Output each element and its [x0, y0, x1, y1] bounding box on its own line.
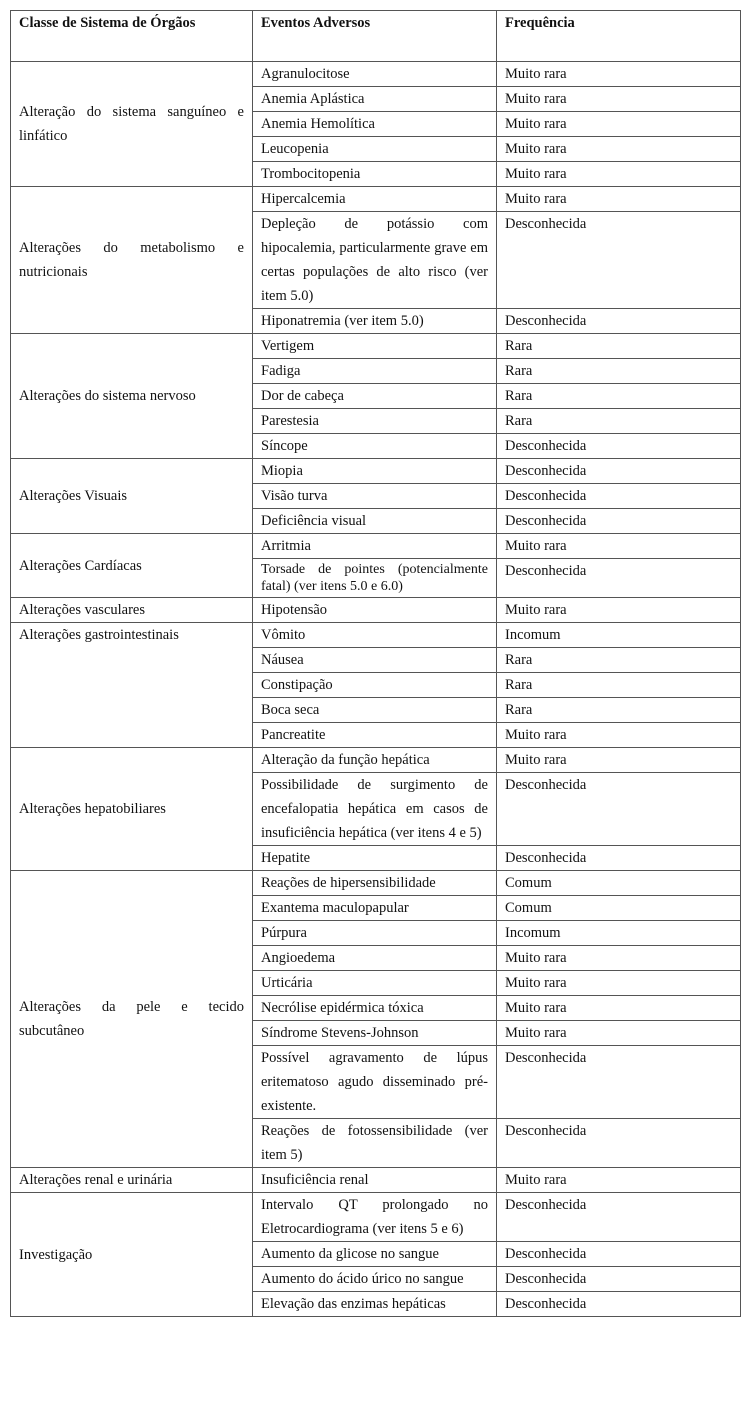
- adverse-event-cell: Aumento do ácido úrico no sangue: [253, 1267, 497, 1292]
- adverse-event-cell: Pancreatite: [253, 723, 497, 748]
- frequency-cell: Desconhecida: [497, 212, 741, 309]
- table-row: [11, 598, 741, 623]
- table-row: [11, 623, 741, 648]
- adverse-event-cell: Reações de hipersensibilidade: [253, 871, 497, 896]
- table-body: [11, 62, 741, 1317]
- adverse-event-cell: Agranulocitose: [253, 62, 497, 87]
- adverse-event-cell: Hipercalcemia: [253, 187, 497, 212]
- frequency-cell: Rara: [497, 384, 741, 409]
- table-row: [11, 459, 741, 484]
- frequency-cell: Desconhecida: [497, 434, 741, 459]
- frequency-cell: Desconhecida: [497, 309, 741, 334]
- frequency-cell: Comum: [497, 871, 741, 896]
- table-row: [11, 871, 741, 896]
- adverse-event-cell: Anemia Hemolítica: [253, 112, 497, 137]
- frequency-cell: Rara: [497, 409, 741, 434]
- frequency-cell: Rara: [497, 673, 741, 698]
- frequency-cell: Desconhecida: [497, 1046, 741, 1119]
- frequency-cell: Muito rara: [497, 1168, 741, 1193]
- adverse-event-cell: Possibilidade de surgimento de encefalopatia hepática em casos de insuficiência hepática (ver itens 4 e 5): [253, 773, 497, 846]
- frequency-cell: Incomum: [497, 921, 741, 946]
- adverse-event-cell: Boca seca: [253, 698, 497, 723]
- table-row: [11, 1168, 741, 1193]
- adverse-event-cell: Intervalo QT prolongado no Eletrocardiograma (ver itens 5 e 6): [253, 1193, 497, 1242]
- adverse-event-cell: Reações de fotossensibilidade (ver item 5): [253, 1119, 497, 1168]
- adverse-event-cell: Anemia Aplástica: [253, 87, 497, 112]
- frequency-cell: Muito rara: [497, 137, 741, 162]
- adverse-event-cell: Visão turva: [253, 484, 497, 509]
- frequency-cell: Muito rara: [497, 723, 741, 748]
- adverse-event-cell: Urticária: [253, 971, 497, 996]
- organ-class-cell: Alterações Visuais: [11, 459, 253, 534]
- adverse-event-cell: Depleção de potássio com hipocalemia, particularmente grave em certas populações de alto risco (ver item 5.0): [253, 212, 497, 309]
- organ-class-cell: Alteração do sistema sanguíneo e linfático: [11, 62, 253, 187]
- header-class: Classe de Sistema de Órgãos: [11, 11, 253, 62]
- frequency-cell: Muito rara: [497, 87, 741, 112]
- organ-class-cell: Alterações vasculares: [11, 598, 253, 623]
- frequency-cell: Muito rara: [497, 946, 741, 971]
- table-row: [11, 748, 741, 773]
- frequency-cell: Muito rara: [497, 971, 741, 996]
- frequency-cell: Rara: [497, 334, 741, 359]
- frequency-cell: Desconhecida: [497, 459, 741, 484]
- organ-class-cell: Alterações gastrointestinais: [11, 623, 253, 748]
- adverse-event-cell: Aumento da glicose no sangue: [253, 1242, 497, 1267]
- frequency-cell: Muito rara: [497, 598, 741, 623]
- adverse-event-cell: Leucopenia: [253, 137, 497, 162]
- header-row: [11, 11, 741, 62]
- organ-class-cell: Alterações renal e urinária: [11, 1168, 253, 1193]
- adverse-event-cell: Parestesia: [253, 409, 497, 434]
- frequency-cell: Incomum: [497, 623, 741, 648]
- organ-class-cell: Alterações do metabolismo e nutricionais: [11, 187, 253, 334]
- adverse-event-cell: Náusea: [253, 648, 497, 673]
- adverse-event-cell: Púrpura: [253, 921, 497, 946]
- frequency-cell: Muito rara: [497, 1021, 741, 1046]
- frequency-cell: Desconhecida: [497, 1119, 741, 1168]
- adverse-event-cell: Fadiga: [253, 359, 497, 384]
- frequency-cell: Muito rara: [497, 162, 741, 187]
- frequency-cell: Desconhecida: [497, 559, 741, 598]
- frequency-cell: Muito rara: [497, 62, 741, 87]
- frequency-cell: Desconhecida: [497, 509, 741, 534]
- frequency-cell: Muito rara: [497, 748, 741, 773]
- organ-class-cell: Alterações Cardíacas: [11, 534, 253, 598]
- adverse-event-cell: Vômito: [253, 623, 497, 648]
- adverse-event-cell: Síncope: [253, 434, 497, 459]
- adverse-event-cell: Torsade de pointes (potencialmente fatal) (ver itens 5.0 e 6.0): [253, 559, 497, 598]
- adverse-event-cell: Trombocitopenia: [253, 162, 497, 187]
- adverse-event-cell: Dor de cabeça: [253, 384, 497, 409]
- organ-class-cell: Alterações do sistema nervoso: [11, 334, 253, 459]
- frequency-cell: Comum: [497, 896, 741, 921]
- frequency-cell: Desconhecida: [497, 1242, 741, 1267]
- frequency-cell: Muito rara: [497, 187, 741, 212]
- frequency-cell: Desconhecida: [497, 846, 741, 871]
- adverse-event-cell: Síndrome Stevens-Johnson: [253, 1021, 497, 1046]
- adverse-event-cell: Elevação das enzimas hepáticas: [253, 1292, 497, 1317]
- header-frequency: Frequência: [497, 11, 741, 62]
- adverse-event-cell: Hiponatremia (ver item 5.0): [253, 309, 497, 334]
- adverse-event-cell: Exantema maculopapular: [253, 896, 497, 921]
- frequency-cell: Muito rara: [497, 534, 741, 559]
- adverse-event-cell: Vertigem: [253, 334, 497, 359]
- adverse-event-cell: Possível agravamento de lúpus eritematoso agudo disseminado pré-existente.: [253, 1046, 497, 1119]
- adverse-event-cell: Insuficiência renal: [253, 1168, 497, 1193]
- frequency-cell: Desconhecida: [497, 1267, 741, 1292]
- frequency-cell: Rara: [497, 648, 741, 673]
- organ-class-cell: Alterações hepatobiliares: [11, 748, 253, 871]
- header-events: Eventos Adversos: [253, 11, 497, 62]
- frequency-cell: Muito rara: [497, 996, 741, 1021]
- adverse-event-cell: Angioedema: [253, 946, 497, 971]
- adverse-event-cell: Arritmia: [253, 534, 497, 559]
- frequency-cell: Rara: [497, 359, 741, 384]
- adverse-event-cell: Constipação: [253, 673, 497, 698]
- adverse-event-cell: Necrólise epidérmica tóxica: [253, 996, 497, 1021]
- adverse-event-cell: Alteração da função hepática: [253, 748, 497, 773]
- adverse-event-cell: Deficiência visual: [253, 509, 497, 534]
- organ-class-cell: Investigação: [11, 1193, 253, 1317]
- table-row: [11, 334, 741, 359]
- adverse-event-cell: Hipotensão: [253, 598, 497, 623]
- frequency-cell: Desconhecida: [497, 1193, 741, 1242]
- frequency-cell: Desconhecida: [497, 1292, 741, 1317]
- adverse-events-table: [10, 10, 741, 1317]
- frequency-cell: Muito rara: [497, 112, 741, 137]
- adverse-event-cell: Hepatite: [253, 846, 497, 871]
- frequency-cell: Desconhecida: [497, 484, 741, 509]
- table-row: [11, 1193, 741, 1242]
- frequency-cell: Rara: [497, 698, 741, 723]
- table-row: [11, 534, 741, 559]
- table-row: [11, 62, 741, 87]
- adverse-event-cell: Miopia: [253, 459, 497, 484]
- frequency-cell: Desconhecida: [497, 773, 741, 846]
- organ-class-cell: Alterações da pele e tecido subcutâneo: [11, 871, 253, 1168]
- table-row: [11, 187, 741, 212]
